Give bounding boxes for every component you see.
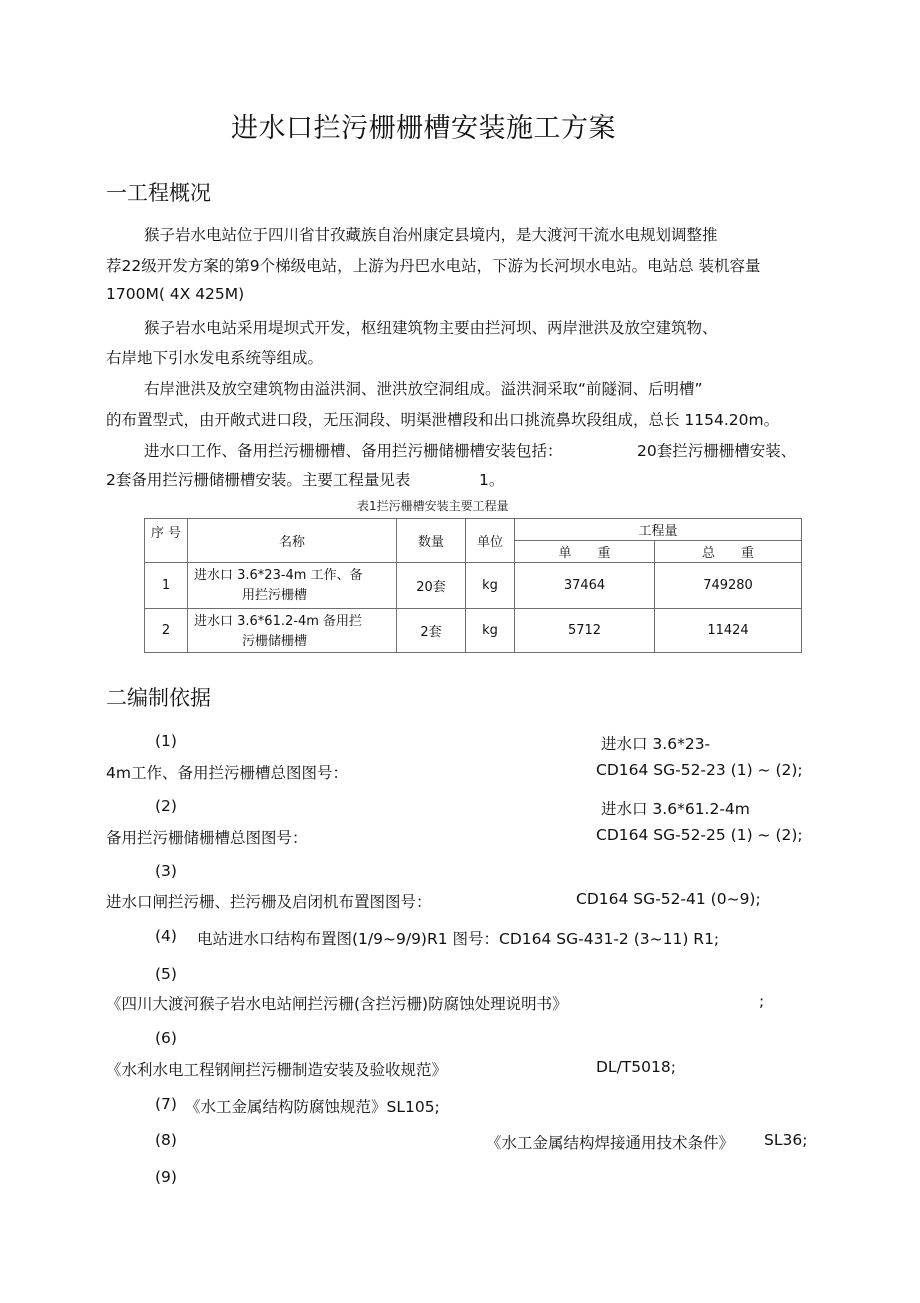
paragraph-line: 的布置型式，由开敞式进口段，无压洞段、明渠泄槽段和出口挑流鼻坎段组成，总长 1154.20m。 <box>106 411 780 429</box>
basis-item-text: 《水工金属结构焊接通用技术条件》 <box>486 1134 735 1152</box>
cell-qty: 20套 <box>397 563 466 609</box>
basis-item-number: (4) <box>155 927 177 945</box>
quantity-table <box>144 518 802 653</box>
paragraph-line: 1700M( 4X 425M) <box>106 285 245 303</box>
header-no: 序 号 <box>145 519 188 563</box>
basis-item-text: 备用拦污栅储栅槽总图图号： <box>106 829 308 847</box>
table-caption: 表1拦污栅槽安装主要工程量 <box>357 499 509 513</box>
basis-item-end: ; <box>759 992 765 1010</box>
cell-qty: 2套 <box>397 609 466 653</box>
paragraph-line: 2套备用拦污栅储栅槽安装。主要工程量见表 <box>106 471 411 489</box>
cell-no: 1 <box>145 563 188 609</box>
table-row <box>145 563 802 609</box>
header-qty: 数量 <box>397 519 466 563</box>
cell-total-weight: 749280 <box>655 563 802 609</box>
basis-item-text: 4m工作、备用拦污栅槽总图图号： <box>106 764 348 782</box>
basis-item-text: 进水口 3.6*23- <box>601 735 711 753</box>
paragraph-line: 猴子岩水电站采用堤坝式开发，枢纽建筑物主要由拦河坝、两岸泄洪及放空建筑物、 <box>144 319 718 337</box>
paragraph-line: 荐22级开发方案的第9个梯级电站，上游为丹巴水电站，下游为长河坝水电站。电站总 装机容量 <box>106 257 761 275</box>
basis-item-number: (2) <box>155 797 177 815</box>
paragraph-line: 右岸地下引水发电系统等组成。 <box>106 349 324 367</box>
paragraph-line: 20套拦污栅栅槽安装、 <box>637 442 797 460</box>
cell-unit: kg <box>466 609 515 653</box>
cell-name-line1: 进水口 3.6*61.2-4m 备用拦 <box>194 614 363 629</box>
page-title: 进水口拦污栅栅槽安装施工方案 <box>231 113 616 144</box>
basis-item-text: 《水利水电工程钢闸拦污栅制造安装及验收规范》 <box>106 1061 448 1079</box>
basis-item-text: 进水口闸拦污栅、拦污栅及启闭机布置图图号： <box>106 893 432 911</box>
cell-name-line2: 用拦污栅槽 <box>242 588 308 603</box>
cell-unit: kg <box>466 563 515 609</box>
cell-name-line1: 进水口 3.6*23-4m 工作、备 <box>194 568 363 583</box>
header-unit: 单位 <box>466 519 515 563</box>
header-unit-weight: 单 重 <box>515 541 655 563</box>
basis-item-number: (7) <box>155 1095 177 1113</box>
basis-item-text: 进水口 3.6*61.2-4m <box>601 800 750 818</box>
section-heading-basis: 二编制依据 <box>106 686 211 710</box>
cell-total-weight: 11424 <box>655 609 802 653</box>
basis-item-code: CD164 SG-52-23 (1) ~ (2); <box>596 761 803 779</box>
basis-item-code: SL36; <box>764 1131 808 1149</box>
paragraph-line: 进水口工作、备用拦污栅栅槽、备用拦污栅储栅槽安装包括： <box>144 442 563 460</box>
basis-item-number: (1) <box>155 732 177 750</box>
basis-item-text: 《四川大渡河猴子岩水电站闸拦污栅(含拦污栅)防腐蚀处理说明书》 <box>106 995 568 1013</box>
header-total-weight: 总 重 <box>655 541 802 563</box>
cell-unit-weight: 5712 <box>515 609 655 653</box>
table-row <box>145 609 802 653</box>
cell-name-line2: 污栅储栅槽 <box>242 634 308 646</box>
header-work-quantity: 工程量 <box>515 519 802 541</box>
table-header-row <box>145 519 802 541</box>
basis-item-number: (3) <box>155 862 177 880</box>
paragraph-line: 1。 <box>479 471 505 489</box>
cell-name <box>188 609 397 653</box>
basis-item-text: 电站进水口结构布置图(1/9~9/9)R1 图号：CD164 SG-431-2 (3~11) R1; <box>197 930 720 948</box>
paragraph-line: 右岸泄洪及放空建筑物由溢洪洞、泄洪放空洞组成。溢洪洞采取“前隧洞、后明槽” <box>144 380 703 398</box>
header-name: 名称 <box>188 519 397 563</box>
basis-item-number: (9) <box>155 1168 177 1186</box>
basis-item-number: (8) <box>155 1131 177 1149</box>
cell-no: 2 <box>145 609 188 653</box>
basis-item-code: CD164 SG-52-25 (1) ~ (2); <box>596 826 803 844</box>
paragraph-line: 猴子岩水电站位于四川省甘孜藏族自治州康定县境内，是大渡河干流水电规划调整推 <box>144 226 718 244</box>
section-heading-overview: 一工程概况 <box>106 181 211 205</box>
basis-item-number: (6) <box>155 1029 177 1047</box>
basis-item-code: DL/T5018; <box>596 1058 676 1076</box>
cell-unit-weight: 37464 <box>515 563 655 609</box>
basis-item-text: 《水工金属结构防腐蚀规范》SL105; <box>185 1098 440 1116</box>
basis-item-code: CD164 SG-52-41 (0~9); <box>576 890 761 908</box>
cell-name <box>188 563 397 609</box>
basis-item-number: (5) <box>155 965 177 983</box>
